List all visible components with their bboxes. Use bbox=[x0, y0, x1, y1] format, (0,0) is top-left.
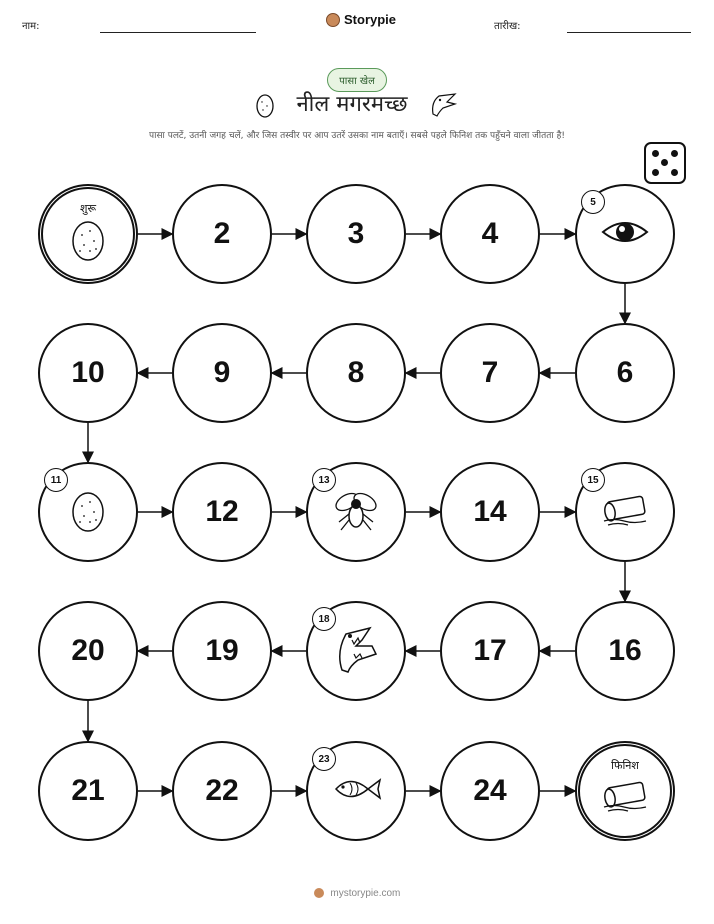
cell-number: 3 bbox=[347, 217, 365, 250]
cell-number: 12 bbox=[205, 495, 239, 528]
egg-icon bbox=[70, 217, 106, 265]
cell-number: 4 bbox=[481, 217, 499, 250]
board-cell-23 bbox=[306, 741, 406, 841]
board-cell-9 bbox=[172, 323, 272, 423]
board-cell-14 bbox=[440, 462, 540, 562]
footer bbox=[0, 888, 714, 899]
game-tag: पासा खेल bbox=[327, 68, 387, 92]
board-cell-12 bbox=[172, 462, 272, 562]
board-cell-10 bbox=[38, 323, 138, 423]
cell-number-badge: 18 bbox=[312, 607, 336, 631]
cell-number: 7 bbox=[481, 356, 499, 389]
finish-label: फिनिश bbox=[611, 759, 639, 772]
brand-name: Storypie bbox=[344, 12, 397, 27]
board-cell-15 bbox=[575, 462, 675, 562]
board-cell-4 bbox=[440, 184, 540, 284]
log-icon bbox=[600, 779, 650, 817]
cell-number: 2 bbox=[213, 217, 231, 250]
board-cell-7 bbox=[440, 323, 540, 423]
cell-number: 16 bbox=[608, 634, 642, 667]
bear-icon bbox=[314, 888, 324, 898]
cell-number: 10 bbox=[71, 356, 105, 389]
name-label: नाम: bbox=[22, 21, 40, 32]
cell-number: 6 bbox=[616, 356, 634, 389]
cell-number-badge: 15 bbox=[581, 468, 605, 492]
egg-icon bbox=[70, 488, 106, 536]
instructions: पासा पलटें, उतनी जगह चलें, और जिस तस्वीर पर आप उतरें उसका नाम बताएँ। सबसे पहले फिनिश तक पहुँचने वाला जीतता है! bbox=[149, 131, 565, 141]
board-cell-5 bbox=[575, 184, 675, 284]
board-cell-16 bbox=[575, 601, 675, 701]
cell-number: 21 bbox=[71, 774, 105, 807]
cell-number: 19 bbox=[205, 634, 239, 667]
cell-number: 17 bbox=[473, 634, 507, 667]
cell-number: 20 bbox=[71, 634, 105, 667]
start-label: शुरू bbox=[79, 202, 97, 215]
board-cell-17 bbox=[440, 601, 540, 701]
board-cell-21 bbox=[38, 741, 138, 841]
board-cell-22 bbox=[172, 741, 272, 841]
board-cell-20 bbox=[38, 601, 138, 701]
cell-number-badge: 13 bbox=[312, 468, 336, 492]
title-text: नील मगरमच्छ bbox=[296, 92, 408, 117]
fly-icon bbox=[331, 488, 381, 536]
cell-number: 9 bbox=[213, 356, 231, 389]
board-cell-6 bbox=[575, 323, 675, 423]
cell-number-badge: 11 bbox=[44, 468, 68, 492]
board-cell-1 bbox=[38, 184, 138, 284]
board-cell-8 bbox=[306, 323, 406, 423]
board-cell-13 bbox=[306, 462, 406, 562]
board-cell-25 bbox=[575, 741, 675, 841]
log-icon bbox=[600, 493, 650, 531]
board-cell-2 bbox=[172, 184, 272, 284]
cell-number: 14 bbox=[473, 495, 507, 528]
cell-number: 8 bbox=[347, 356, 365, 389]
board-cell-11 bbox=[38, 462, 138, 562]
crocodile-icon bbox=[332, 624, 380, 678]
cell-number: 22 bbox=[205, 774, 239, 807]
board-cell-19 bbox=[172, 601, 272, 701]
board-cell-18 bbox=[306, 601, 406, 701]
date-label: तारीख: bbox=[494, 21, 521, 32]
footer-site: mystorypie.com bbox=[330, 888, 401, 899]
board-cell-24 bbox=[440, 741, 540, 841]
fish-icon bbox=[330, 774, 382, 808]
cell-number: 24 bbox=[473, 774, 507, 807]
eye-icon bbox=[600, 217, 650, 251]
board-cell-3 bbox=[306, 184, 406, 284]
cell-number-badge: 23 bbox=[312, 747, 336, 771]
cell-number-badge: 5 bbox=[581, 190, 605, 214]
